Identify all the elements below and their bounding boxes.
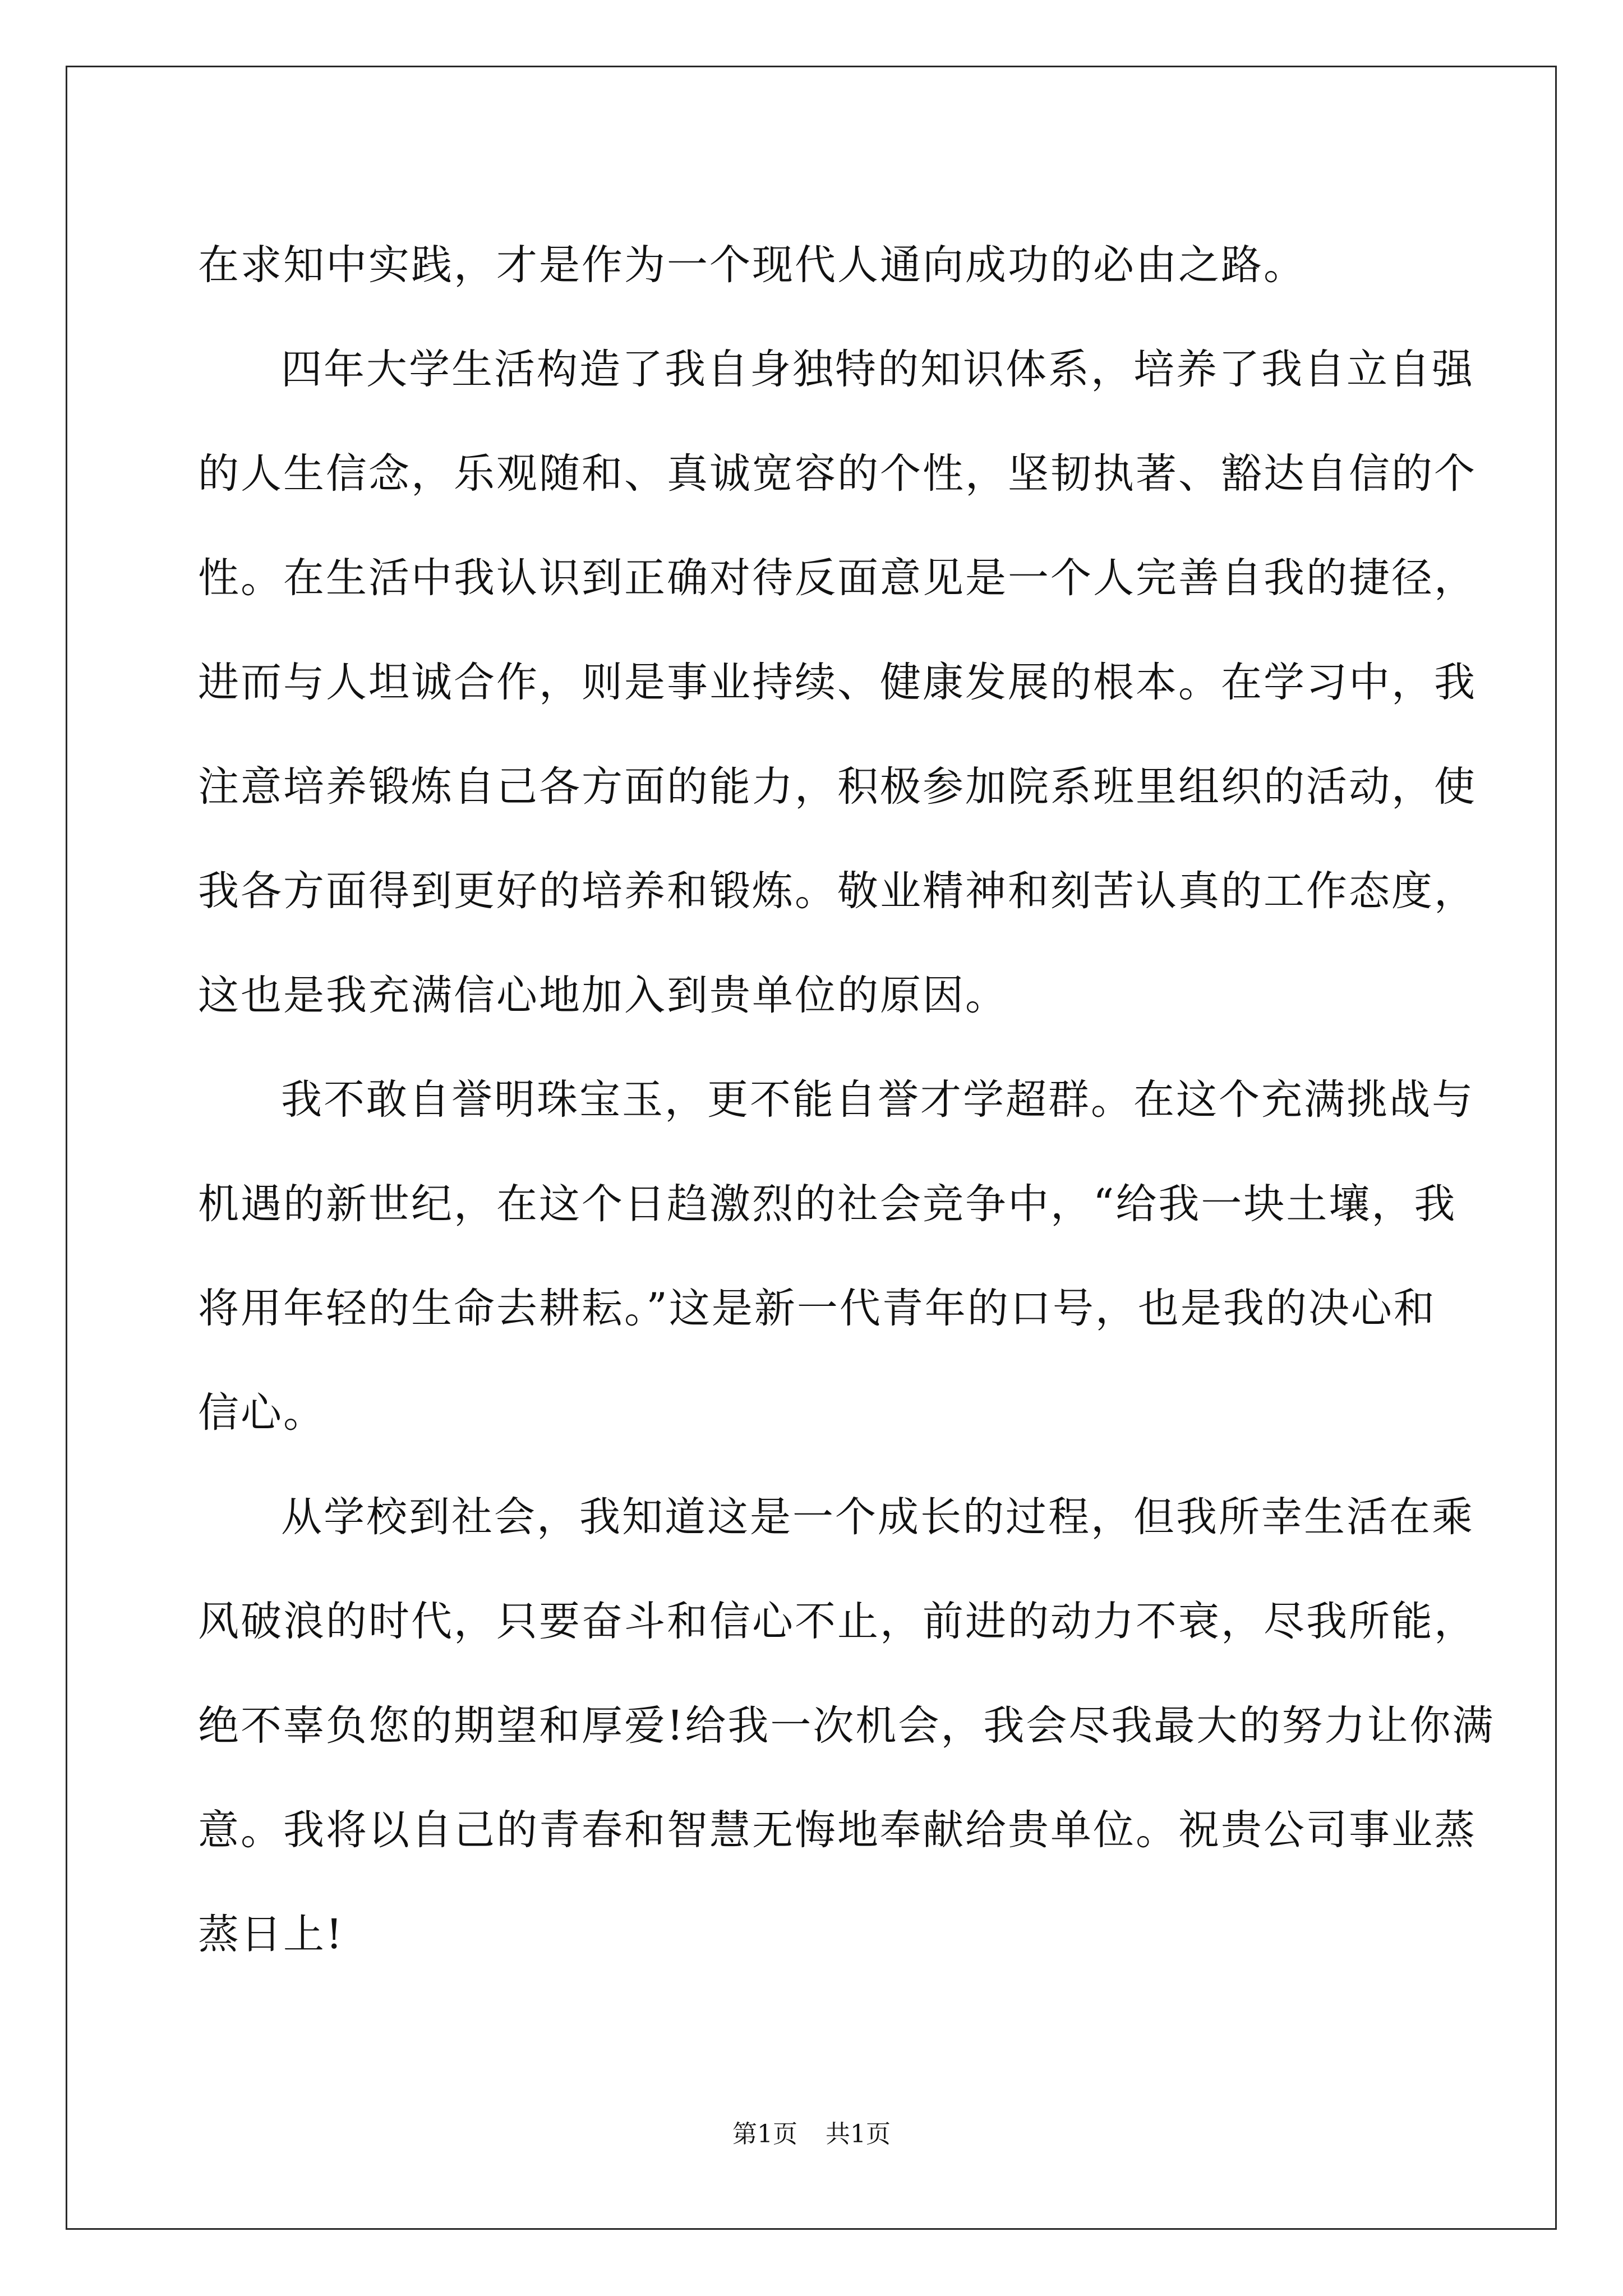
- text-line: 意。我将以自己的青春和智慧无悔地奉献给贵单位。祝贵公司事业蒸: [198, 1806, 1477, 1854]
- document-body: [198, 213, 1495, 1987]
- page-number: 第1页: [732, 2120, 797, 2148]
- text-line: 性。在生活中我认识到正确对待反面意见是一个人完善自我的捷径，: [198, 554, 1477, 602]
- text-line: 蒸日上!: [198, 1911, 344, 1958]
- text-line: 的人生信念，乐观随和、真诚宽容的个性，坚韧执著、豁达自信的个: [198, 450, 1477, 498]
- text-line: 信心。: [198, 1389, 326, 1437]
- text-line: 我不敢自誉明珠宝玉，更不能自誉才学超群。在这个充满挑战与: [281, 1076, 1474, 1124]
- text-line: 将用年轻的生命去耕耘。”这是新一代青年的口号，也是我的决心和: [198, 1285, 1436, 1332]
- text-line: 绝不辜负您的期望和厚爱!给我一次机会，我会尽我最大的努力让你满: [198, 1702, 1495, 1750]
- text-line: 进而与人坦诚合作，则是事业持续、健康发展的根本。在学习中，我: [198, 659, 1477, 706]
- text-line: 注意培养锻炼自己各方面的能力，积极参加院系班里组织的活动，使: [198, 763, 1477, 811]
- text-line: 我各方面得到更好的培养和锻炼。敬业精神和刻苦认真的工作态度，: [198, 867, 1477, 915]
- text-line: 这也是我充满信心地加入到贵单位的原因。: [198, 972, 1008, 1019]
- text-line: 从学校到社会，我知道这是一个成长的过程，但我所幸生活在乘: [281, 1493, 1474, 1541]
- text-line: 机遇的新世纪，在这个日趋激烈的社会竞争中，“给我一块土壤，我: [198, 1180, 1457, 1228]
- text-line: 在求知中实践，才是作为一个现代人通向成功的必由之路。: [198, 241, 1306, 289]
- text-line: 四年大学生活构造了我自身独特的知识体系，培养了我自立自强: [281, 346, 1474, 393]
- page-footer: [0, 2114, 1623, 2150]
- page-total: 共1页: [826, 2120, 891, 2148]
- text-line: 风破浪的时代，只要奋斗和信心不止，前进的动力不衰，尽我所能，: [198, 1598, 1477, 1645]
